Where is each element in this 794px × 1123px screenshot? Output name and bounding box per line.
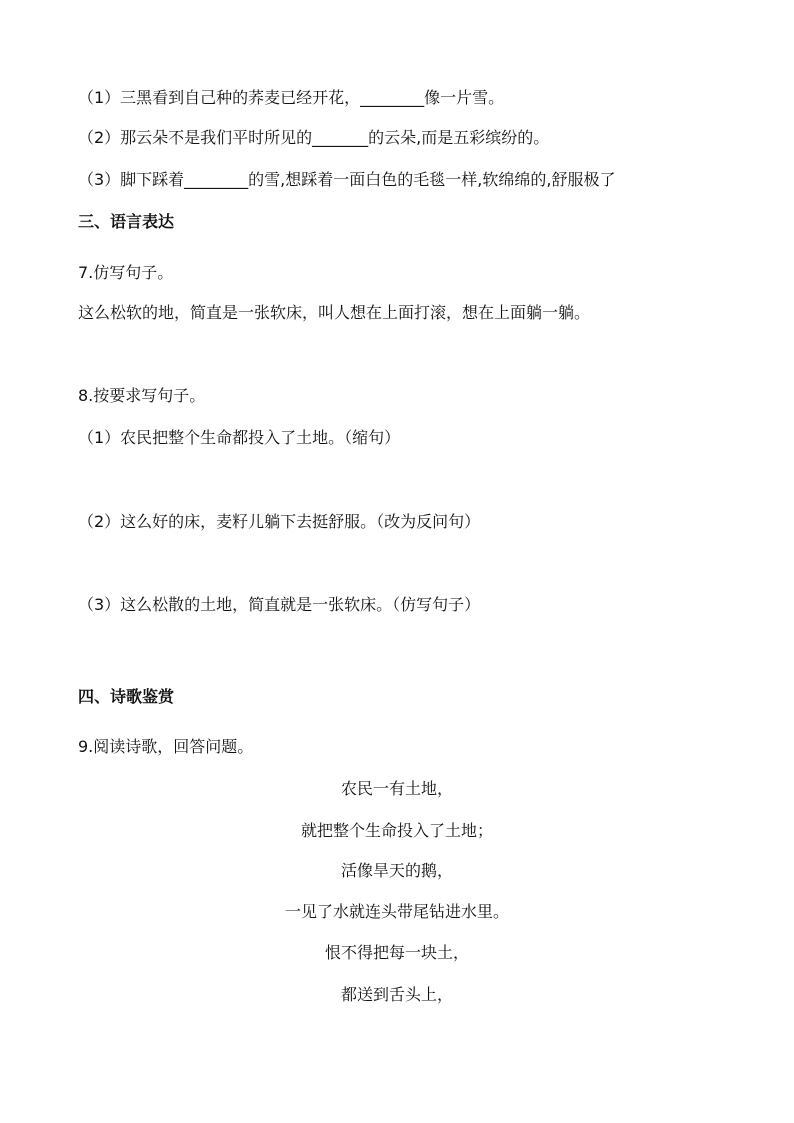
poem-line-1: 农民一有土地， [340, 779, 453, 798]
question-8-item-2: （2）这么好的床，麦籽儿躺下去挺舒服。（改为反问句） [78, 512, 481, 531]
question-8-item-3: （3）这么松散的土地，简直就是一张软床。（仿写句子） [78, 595, 481, 614]
fill-item-3: （3）脚下踩着________的雪,想踩着一面白色的毛毯一样,软绵绵的,舒服极了 [78, 170, 616, 189]
question-8-title: 8.按要求写句子。 [78, 386, 206, 405]
fill-item-2: （2）那云朵不是我们平时所见的_______的云朵,而是五彩缤纷的。 [78, 128, 550, 147]
question-9-title: 9.阅读诗歌，回答问题。 [78, 737, 254, 756]
section-heading-poetry: 四、诗歌鉴赏 [78, 687, 175, 706]
poem-line-6: 都送到舌头上， [340, 985, 453, 1004]
poem-line-2: 就把整个生命投入了土地； [300, 821, 493, 840]
poem-line-3: 活像旱天的鹅， [340, 861, 453, 880]
poem-line-5: 恨不得把每一块土， [324, 943, 469, 962]
question-7-title: 7.仿写句子。 [78, 263, 174, 282]
question-7-text: 这么松软的地，简直是一张软床，叫人想在上面打滚，想在上面躺一躺。 [78, 303, 591, 322]
question-8-item-1: （1）农民把整个生命都投入了土地。（缩句） [78, 428, 401, 447]
section-heading-language: 三、语言表达 [78, 212, 175, 231]
fill-item-1: （1）三黑看到自己种的荞麦已经开花，________像一片雪。 [78, 88, 505, 107]
poem-line-4: 一见了水就连头带尾钻进水里。 [284, 902, 509, 921]
